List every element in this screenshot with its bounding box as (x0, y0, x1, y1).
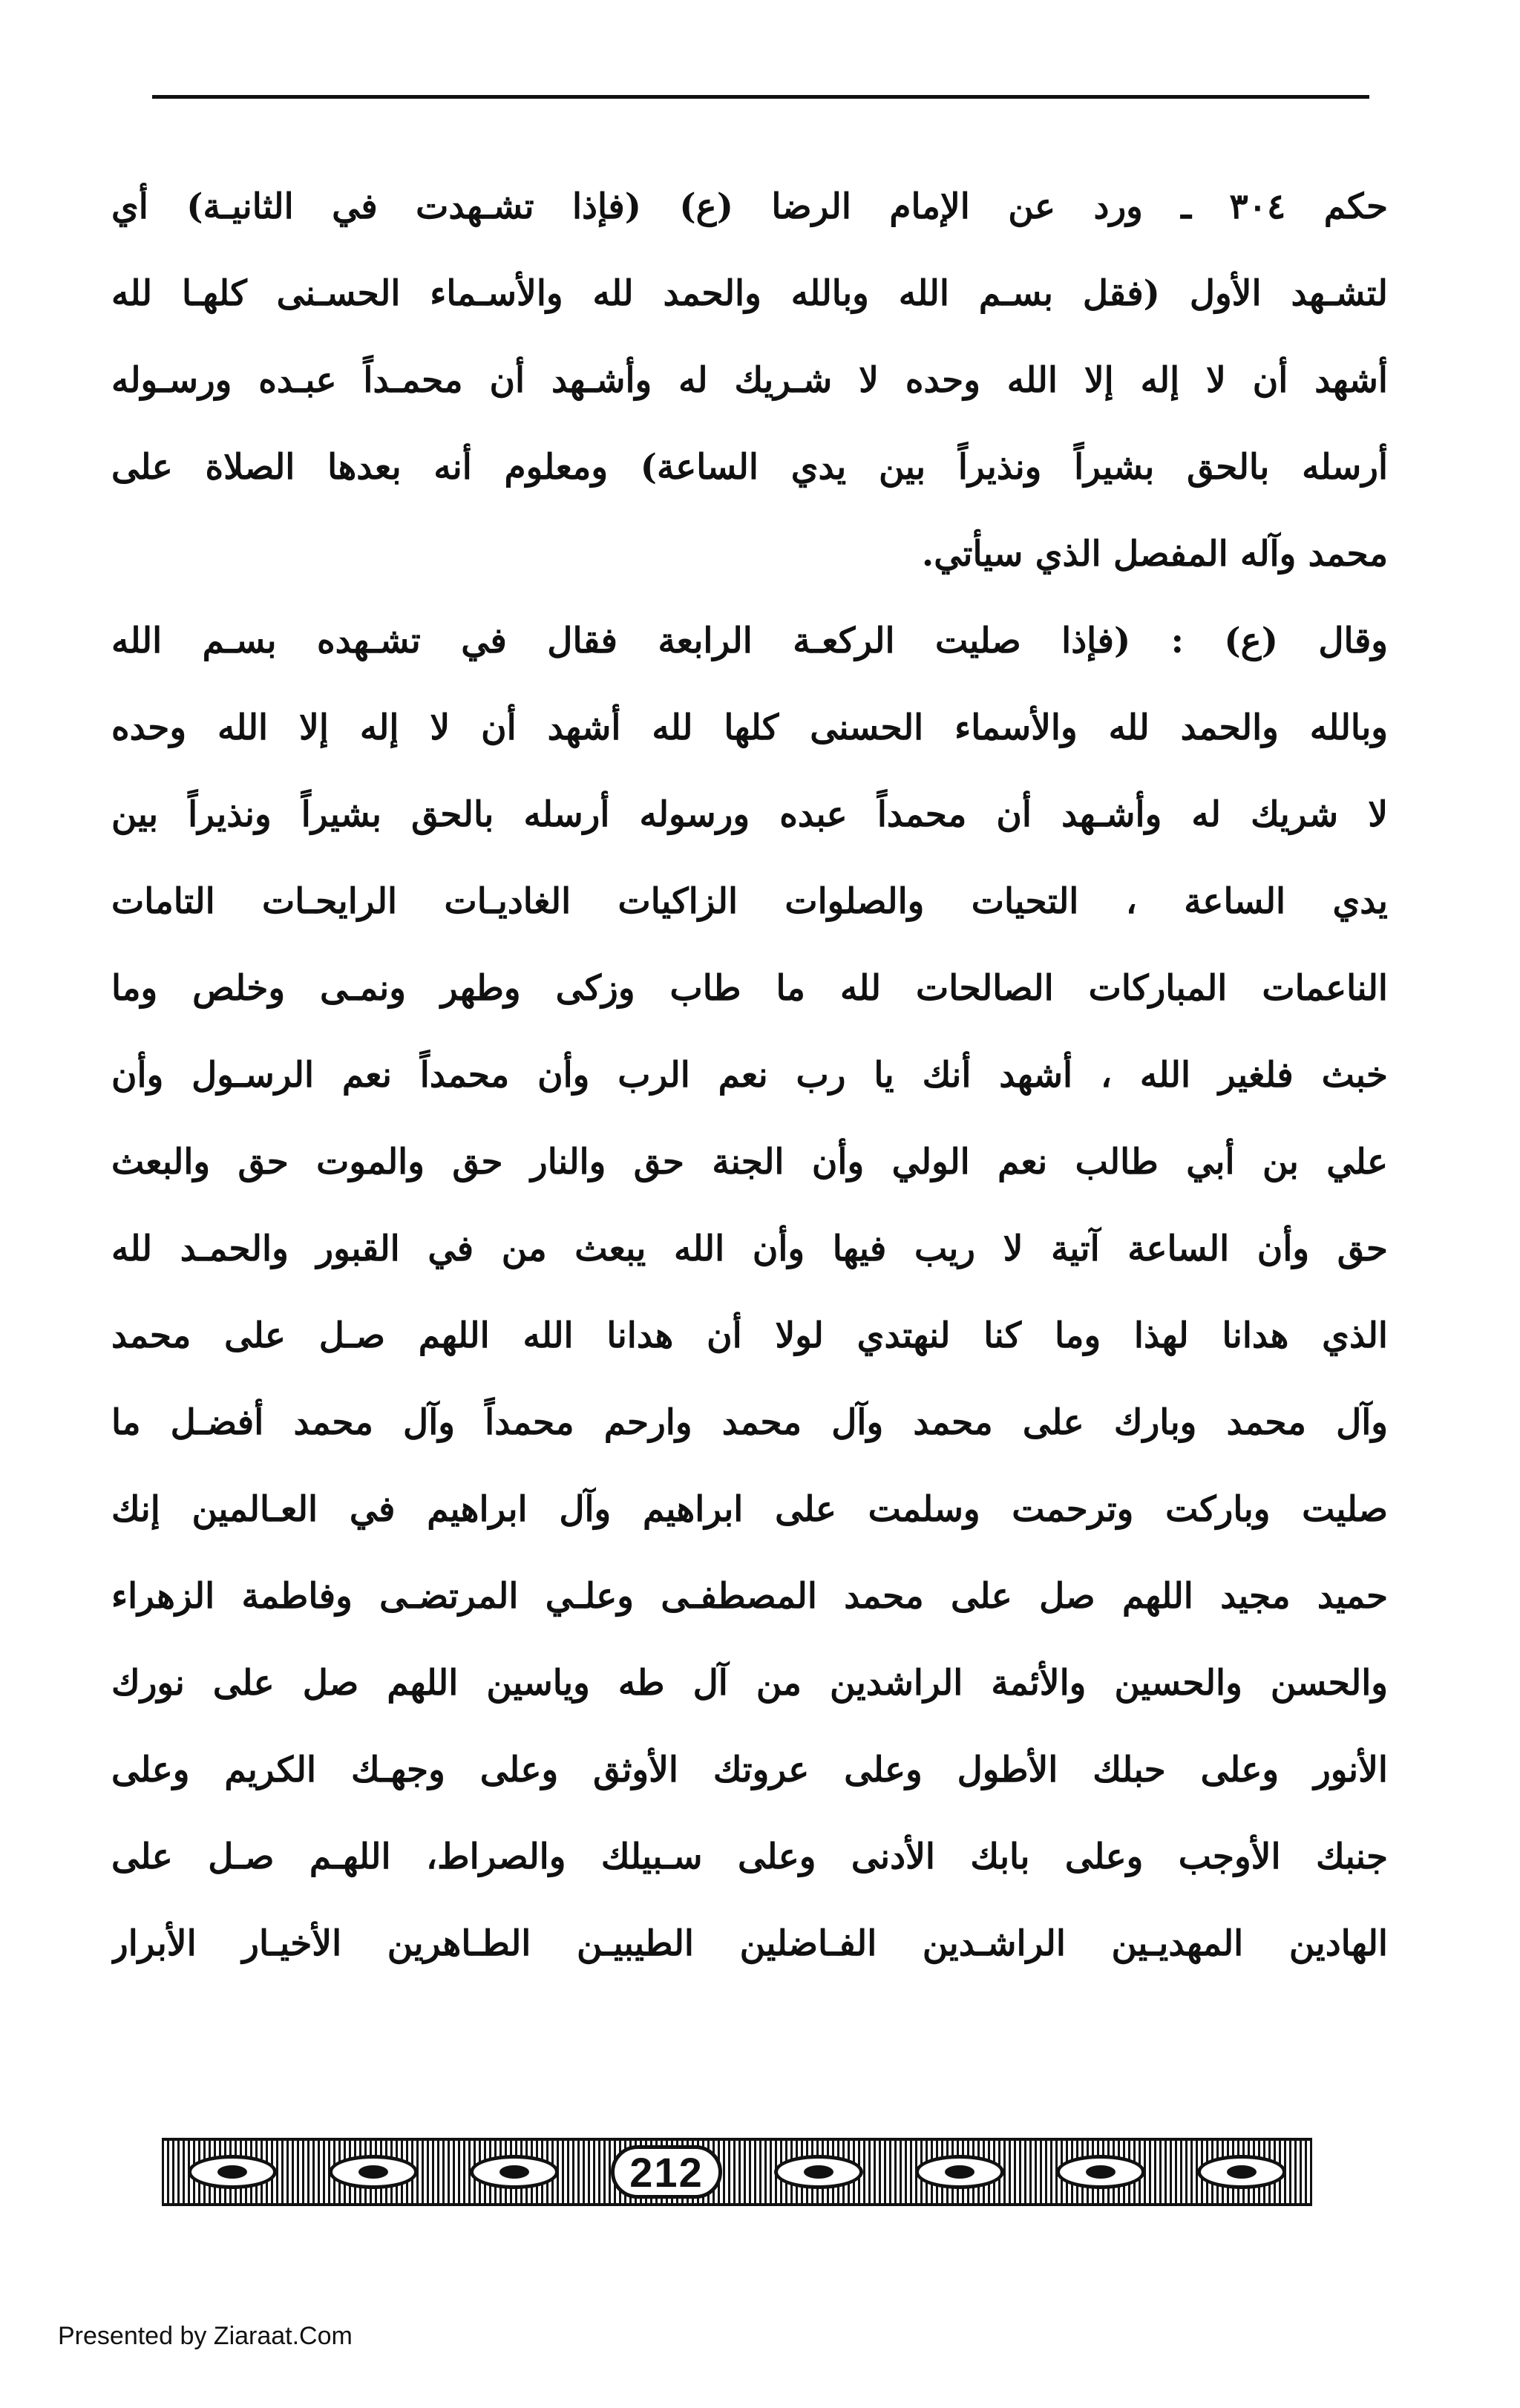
ornament-icon (470, 2155, 559, 2189)
ornament-icon (1056, 2155, 1145, 2189)
ornament-icon (329, 2155, 418, 2189)
text-line: صليت وباركت وترحمت وسلمت على ابراهيم وآل ابراهيم في العـالمين إنك (111, 1489, 1388, 1530)
ornament-icon (915, 2155, 1004, 2189)
text-line: حكم ٣٠٤ ـ ورد عن الإمام الرضا (ع) (فإذا تشـهدت في الثانيـة) أي (111, 186, 1388, 227)
text-line: أرسله بالحق بشيراً ونذيراً بين يدي الساعة) ومعلوم أنه بعدها الصلاة على (111, 447, 1388, 488)
text-line: والحسن والحسين والأئمة الراشدين من آل طه وياسين اللهم صل على نورك (111, 1663, 1388, 1704)
text-line: حق وأن الساعة آتية لا ريب فيها وأن الله يبعث من في القبور والحمـد لله (111, 1228, 1388, 1269)
ornament-icon (188, 2155, 277, 2189)
text-line: حميد مجيد اللهم صل على محمد المصطفـى وعلـي المرتضـى وفاطمة الزهراء (111, 1576, 1388, 1617)
header-rule (152, 95, 1369, 99)
text-line: علي بن أبي طالب نعم الولي وأن الجنة حق والنار حق والموت حق والبعث (111, 1142, 1388, 1182)
text-line: لا شريك له وأشـهد أن محمداً عبده ورسوله أرسله بالحق بشيراً ونذيراً بين (111, 794, 1388, 835)
text-line: جنبك الأوجب وعلى بابك الأدنى وعلى سـبيلك والصراط، اللهـم صـل على (111, 1836, 1388, 1877)
text-line: الأنور وعلى حبلك الأطول وعلى عروتك الأوثق وعلى وجهـك الكريم وعلى (111, 1750, 1388, 1790)
text-line: وقال (ع) : (فإذا صليت الركعـة الرابعة فقال في تشـهده بسـم الله (111, 621, 1388, 661)
ornament-icon (774, 2155, 863, 2189)
text-line: الهادين المهديـين الراشـدين الفـاضلين الطيبيـن الطـاهرين الأخيـار الأبرار (111, 1923, 1388, 1964)
text-line: أشهد أن لا إله إلا الله وحده لا شـريك له وأشـهد أن محمـداً عبـده ورسـوله (111, 360, 1388, 401)
credit-text: Presented by Ziaraat.Com (58, 2322, 353, 2350)
text-line: خبث فلغير الله ، أشهد أنك يا رب نعم الرب وأن محمداً نعم الرسـول وأن (111, 1055, 1388, 1096)
text-line: يدي الساعة ، التحيات والصلوات الزاكيات الغاديـات الرايحـات التامات (111, 881, 1388, 922)
text-line: لتشـهد الأول (فقل بسـم الله وبالله والحمد لله والأسـماء الحسـنى كلهـا لله (111, 273, 1388, 314)
text-line: محمد وآله المفصل الذي سيأتي. (921, 534, 1388, 575)
text-line: وبالله والحمد لله والأسماء الحسنى كلها لله أشهد أن لا إله إلا الله وحده (111, 707, 1388, 748)
ornamental-footer-band (162, 2138, 1312, 2206)
page-number: 212 (611, 2145, 722, 2199)
ornament-icon (1197, 2155, 1286, 2189)
text-line: الناعمات المباركات الصالحات لله ما طاب وزكى وطهر ونمـى وخلص وما (111, 968, 1388, 1009)
text-line: الذي هدانا لهذا وما كنا لنهتدي لولا أن هدانا الله اللهم صـل على محمد (111, 1315, 1388, 1356)
page-body (111, 163, 1388, 1987)
text-line: وآل محمد وبارك على محمد وآل محمد وارحم محمداً وآل محمد أفضـل ما (111, 1402, 1388, 1443)
